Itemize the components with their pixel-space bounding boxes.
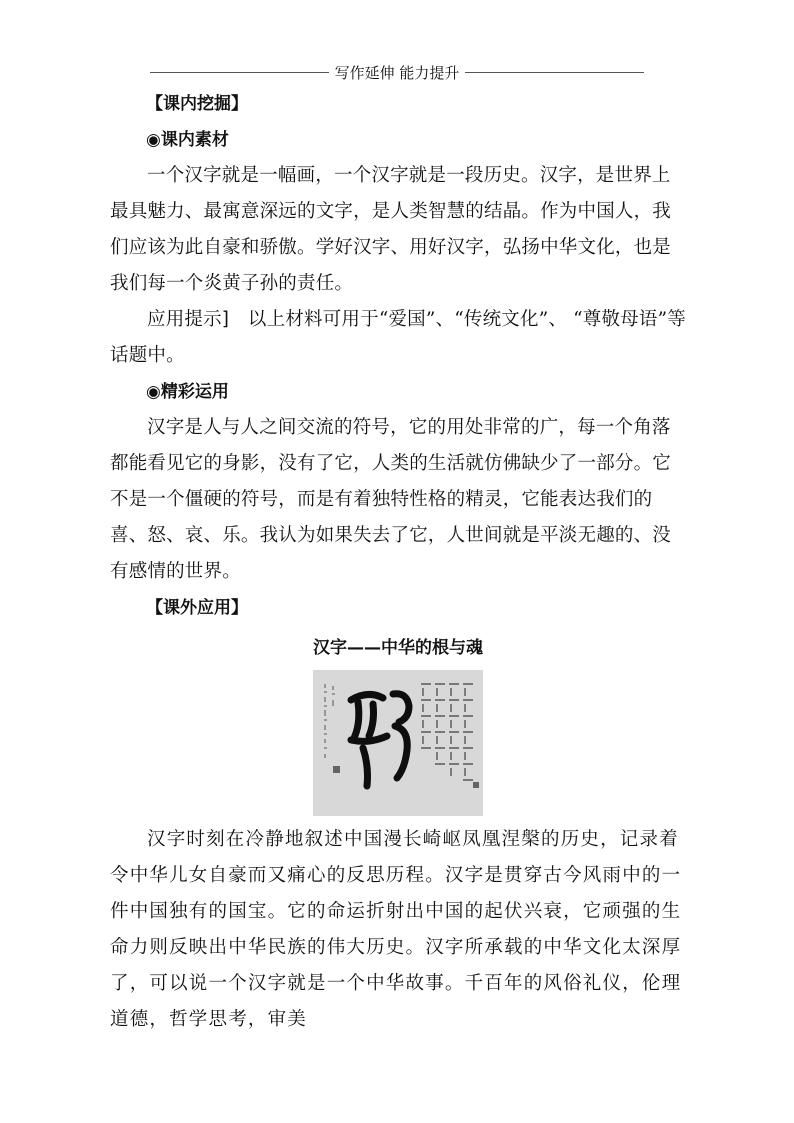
usage-tip-paragraph [110, 302, 686, 374]
article-title: 汉字——中华的根与魂 [313, 638, 483, 658]
header-rule-right [465, 72, 644, 73]
subsection-title-material [110, 122, 686, 158]
calligraphy-artwork [313, 670, 483, 816]
article-paragraph: 汉字时刻在冷静地叙述中国漫长崎岖凤凰涅槃的历史，记录着令中华儿女自豪而又痛心的反思历程。汉字是贯穿古今风雨中的一件中国独有的国宝。它的命运折射出中国的起伏兴衰，它顽强的生命力则反映出中华民族的伟大历史。汉字所承载的中华文化太深厚了，可以说一个汉字就是一个中华故事。千百年的风俗礼仪，伦理道德，哲学思考，审美 [110, 829, 682, 1030]
application-paragraph: 汉字是人与人之间交流的符号，它的用处非常的广，每一个角落都能看见它的身影，没有了它，人类的生活就仿佛缺少了一部分。它不是一个僵硬的符号，而是有着独特性格的精灵，它能表达我们的喜、怒、哀、乐。我认为如果失去了它，人世间就是平淡无趣的、没有感情的世界。 [110, 417, 672, 582]
header-rule-left [150, 72, 329, 73]
usage-tip-text: 以上材料可用于“爱国”、“传统文化”、 “尊敬母语”等话题中。 [110, 309, 686, 366]
header-title: 写作延伸 能力提升 [334, 63, 460, 82]
bullet-icon: ◉ [146, 382, 161, 402]
subsection-label: 精彩运用 [160, 382, 229, 402]
bullet-icon: ◉ [146, 130, 161, 150]
material-paragraph: 一个汉字就是一幅画，一个汉字就是一段历史。汉字，是世界上最具魅力、最寓意深远的文字，是人类智慧的结晶。作为中国人，我们应该为此自豪和骄傲。学好汉字、用好汉字，弘扬中华文化，也是我们每一个炎黄子孙的责任。 [110, 165, 672, 294]
subsection-label: 课内素材 [160, 130, 229, 150]
usage-tip-label: 应用提示] [147, 309, 230, 330]
page-content [110, 86, 686, 1038]
page-header [150, 60, 644, 84]
calligraphy-image [313, 670, 483, 816]
section-title-extracurricular: 【课外应用】 [146, 598, 248, 618]
subsection-title-application [110, 374, 686, 410]
section-title-in-class: 【课内挖掘】 [146, 94, 248, 114]
